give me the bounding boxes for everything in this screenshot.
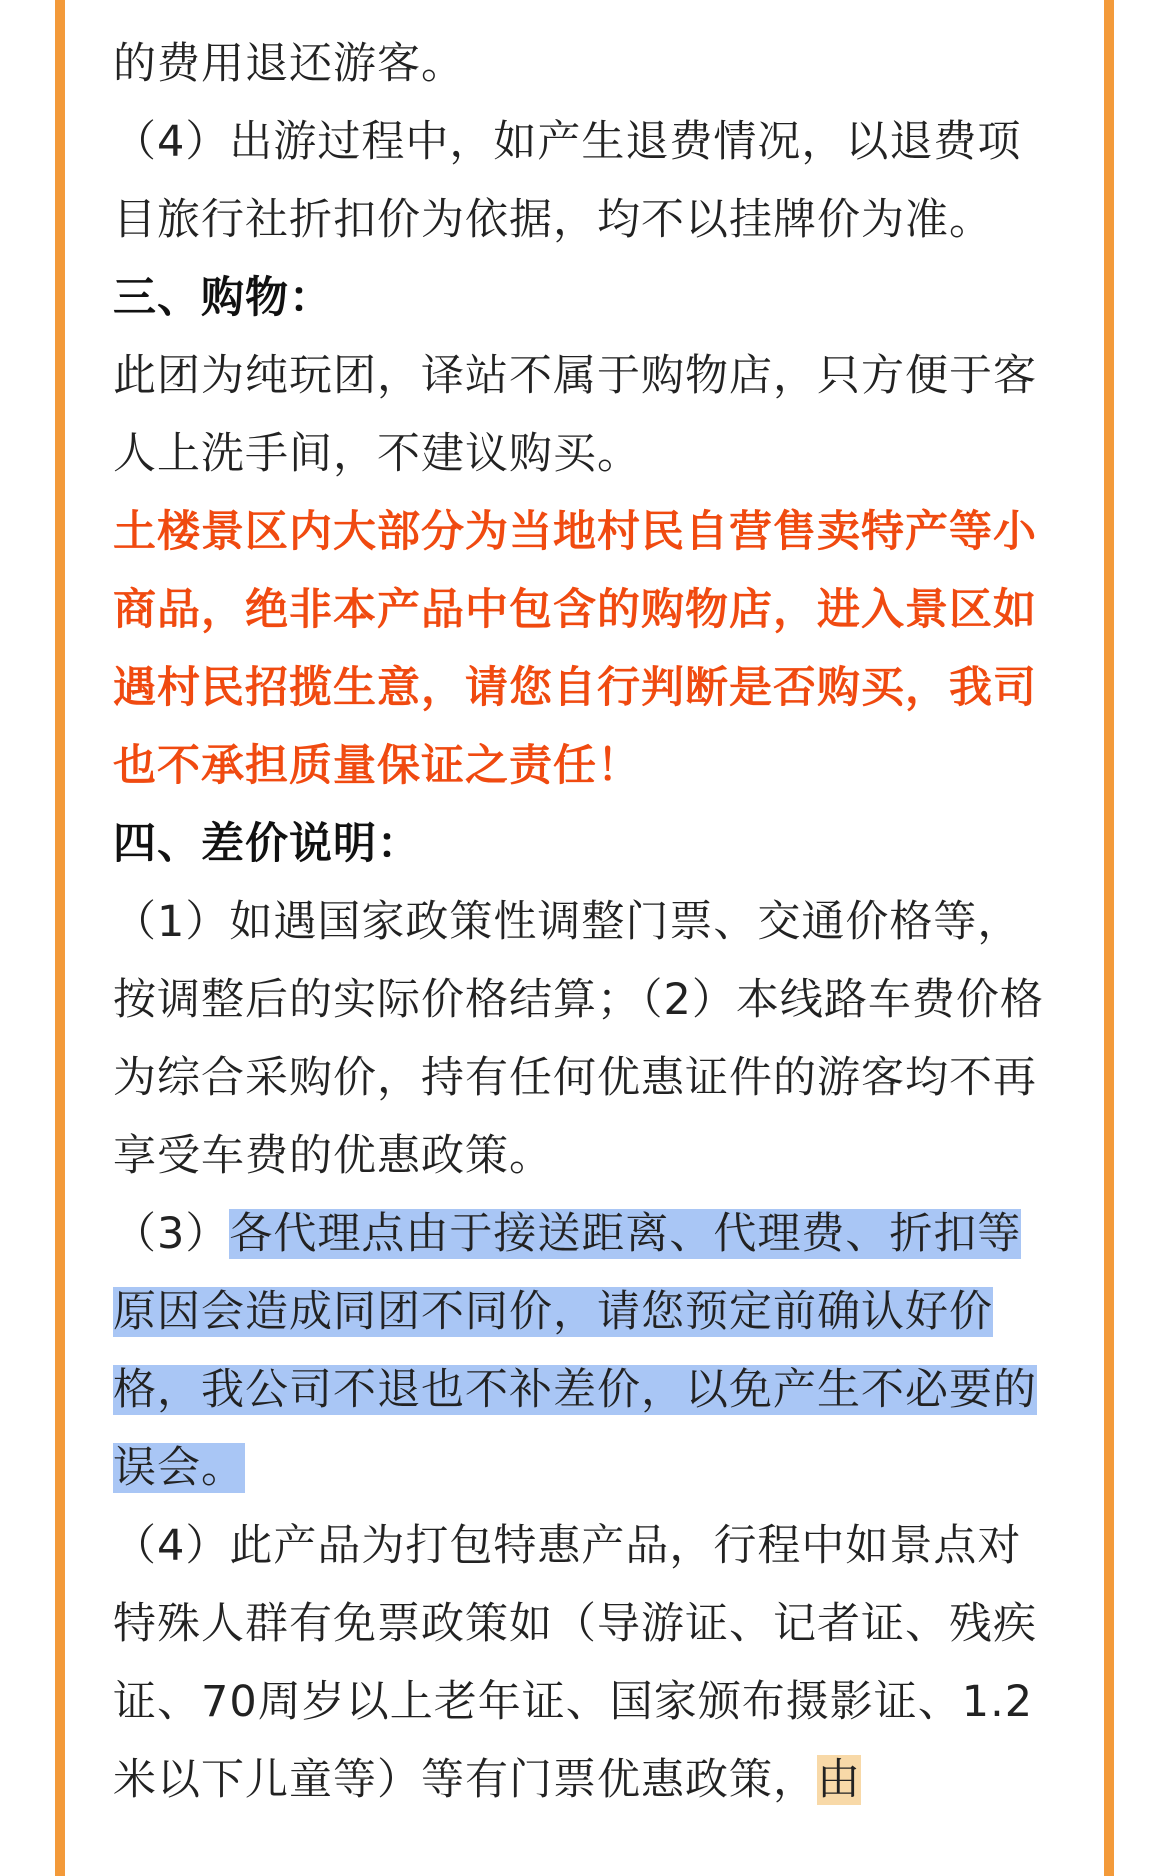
price-item-4-paragraph bbox=[113, 1507, 1053, 1819]
shopping-heading: 三、购物： bbox=[113, 273, 333, 323]
price-difference-heading: 四、差价说明： bbox=[113, 819, 421, 869]
shopping-warning-paragraph: 土楼景区内大部分为当地村民自营售卖特产等小商品，绝非本产品中包含的购物店，进入景区如遇村民招揽生意，请您自行判断是否购买，我司也不承担质量保证之责任！ bbox=[113, 507, 1037, 791]
right-orange-border bbox=[1104, 0, 1114, 1876]
refund-item-4-paragraph: （4）出游过程中，如产生退费情况，以退费项目旅行社折扣价为依据，均不以挂牌价为准。 bbox=[113, 117, 1022, 245]
highlighted-character: 由 bbox=[817, 1755, 861, 1805]
price-item-3-prefix: （3） bbox=[113, 1209, 230, 1259]
refund-tail-paragraph: 的费用退还游客。 bbox=[113, 39, 465, 89]
left-orange-border bbox=[55, 0, 65, 1876]
shopping-paragraph: 此团为纯玩团，译站不属于购物店，只方便于客人上洗手间，不建议购买。 bbox=[113, 351, 1037, 479]
price-item-3-paragraph bbox=[113, 1195, 1053, 1507]
price-item-4-text: （4）此产品为打包特惠产品，行程中如景点对特殊人群有免票政策如（导游证、记者证、残疾证、70周岁以上老年证、国家颁布摄影证、1.2米以下儿童等）等有门票优惠政策， bbox=[113, 1521, 1037, 1805]
price-items-1-2-paragraph: （1）如遇国家政策性调整门票、交通价格等，按调整后的实际价格结算；（2）本线路车费价格为综合采购价，持有任何优惠证件的游客均不再享受车费的优惠政策。 bbox=[113, 897, 1044, 1181]
selected-text-highlight[interactable]: 各代理点由于接送距离、代理费、折扣等原因会造成同团不同价，请您预定前确认好价格，我公司不退也不补差价，以免产生不必要的误会。 bbox=[113, 1209, 1037, 1493]
document-body bbox=[113, 25, 1053, 1819]
